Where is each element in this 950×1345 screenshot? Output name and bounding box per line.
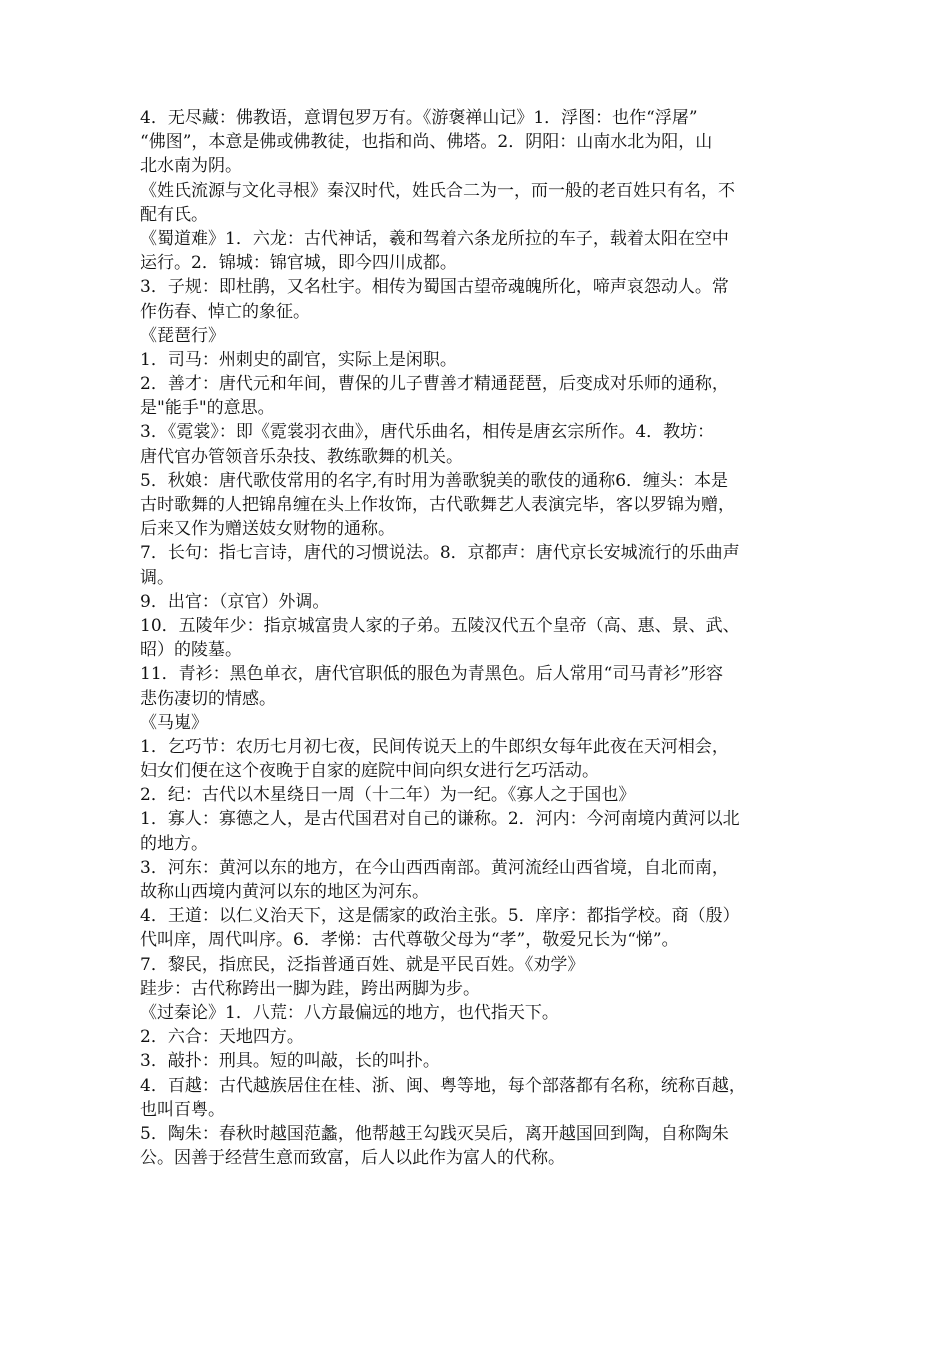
text-line: 也叫百粤。	[140, 1099, 225, 1120]
text-line: 2．六合：天地四方。	[140, 1027, 304, 1048]
text-line: 7．长句：指七言诗，唐代的习惯说法。8．京都声：唐代京长安城流行的乐曲声	[140, 543, 740, 564]
text-line: 作伤春、悼亡的象征。	[140, 301, 310, 322]
text-line: 运行。2．锦城：锦官城，即今四川成都。	[140, 253, 457, 274]
text-line: 配有氏。	[140, 204, 208, 225]
text-line: 故称山西境内黄河以东的地区为河东。	[140, 882, 429, 902]
text-line: 悲伤凄切的情感。	[140, 688, 276, 709]
text-line: 《姓氏流源与文化寻根》秦汉时代，姓氏合二为一，而一般的老百姓只有名，不	[140, 180, 735, 201]
text-line: 10．五陵年少：指京城富贵人家的子弟。五陵汉代五个皇帝（高、惠、景、武、	[140, 615, 740, 636]
text-line: 2．善才：唐代元和年间，曹保的儿子曹善才精通琵琶，后变成对乐师的通称，	[140, 374, 729, 395]
text-line: 《过秦论》1．八荒：八方最偏远的地方，也代指天下。	[140, 1002, 559, 1023]
text-line: 11．青衫：黑色单衣，唐代官职低的服色为青黑色。后人常用“司马青衫”形容	[140, 664, 724, 685]
text-line: 唐代官办管领音乐杂技、教练歌舞的机关。	[140, 446, 463, 467]
text-line: 的地方。	[140, 833, 208, 854]
text-line: 1．司马：州刺史的副官，实际上是闲职。	[140, 349, 457, 370]
text-line: 9．出官：（京官）外调。	[140, 591, 330, 612]
text-line: 4．百越：古代越族居住在桂、浙、闽、粤等地，每个部落都有名称，统称百越，	[140, 1075, 746, 1096]
text-line: 3．子规：即杜鹃，又名杜宇。相传为蜀国古望帝魂魄所化，啼声哀怨动人。常	[140, 277, 729, 298]
text-line: 1．寡人：寡德之人，是古代国君对自己的谦称。2．河内：今河南境内黄河以北	[140, 809, 740, 830]
text-line: 3．河东：黄河以东的地方，在今山西西南部。黄河流经山西省境，自北而南，	[140, 857, 729, 878]
text-line: 3．敲扑：刑具。短的叫敲，长的叫扑。	[140, 1051, 440, 1072]
section-heading: 《琵琶行》	[140, 325, 225, 346]
text-line: 《蜀道难》1．六龙：古代神话，羲和驾着六条龙所拉的车子，载着太阳在空中	[140, 228, 729, 249]
text-line: 公。因善于经营生意而致富，后人以此作为富人的代称。	[140, 1148, 565, 1169]
text-line: 2．纪：古代以木星绕日一周（十二年）为一纪。《寡人之于国也》	[140, 785, 636, 806]
text-line: 是"能手"的意思。	[140, 398, 275, 419]
text-line: 跬步：古代称跨出一脚为跬，跨出两脚为步。	[140, 978, 480, 999]
document-body	[140, 106, 830, 1170]
text-line: 妇女们便在这个夜晚于自家的庭院中间向织女进行乞巧活动。	[140, 761, 599, 782]
text-line: 5．陶朱：春秋时越国范蠡，他帮越王勾践灭吴后，离开越国回到陶，自称陶朱	[140, 1123, 729, 1144]
text-line: 古时歌舞的人把锦帛缠在头上作妆饰，古代歌舞艺人表演完毕，客以罗锦为赠，	[140, 495, 735, 515]
text-line: 7．黎民，指庶民，泛指普通百姓、就是平民百姓。《劝学》	[140, 954, 585, 975]
text-line: 4．王道：以仁义治天下，这是儒家的政治主张。5．庠序：都指学校。商（殷）	[140, 906, 740, 927]
text-line: 3．《霓裳》：即《霓裳羽衣曲》，唐代乐曲名，相传是唐玄宗所作。4．教坊：	[140, 422, 715, 443]
text-line: 4．无尽藏：佛教语，意谓包罗万有。《游褒禅山记》1．浮图：也作“浮屠”	[140, 108, 698, 128]
text-line: 昭）的陵墓。	[140, 640, 242, 661]
text-line: 1．乞巧节：农历七月初七夜，民间传说天上的牛郎织女每年此夜在天河相会，	[140, 736, 729, 757]
text-line: “佛图”，本意是佛或佛教徒，也指和尚、佛塔。2．阴阳：山南水北为阳，山	[140, 132, 713, 153]
text-line: 调。	[140, 567, 174, 588]
text-line: 后来又作为赠送妓女财物的通称。	[140, 519, 395, 540]
text-line: 代叫庠，周代叫序。6．孝悌：古代尊敬父母为“孝”，敬爱兄长为“悌”。	[140, 930, 679, 951]
text-line: 5．秋娘：唐代歌伎常用的名字,有时用为善歌貌美的歌伎的通称6．缠头：本是	[140, 470, 729, 491]
text-line: 北水南为阴。	[140, 156, 242, 177]
section-heading: 《马嵬》	[140, 712, 208, 733]
